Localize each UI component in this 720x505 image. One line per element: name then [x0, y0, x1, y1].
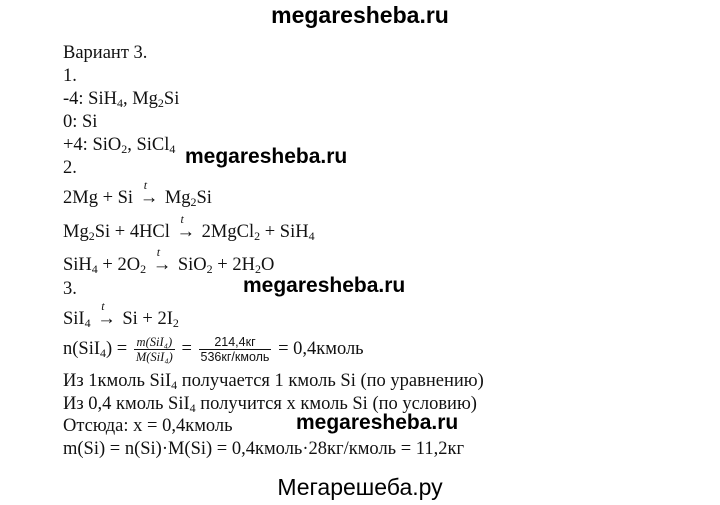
task1-line-plus4: +4: SiO$_2$, SiCl$_4$: [63, 135, 176, 156]
task3-line-mass: m(Si) = n(Si)·M(Si) = 0,4кмоль·28кг/кмоль = 11,2кг: [63, 439, 465, 459]
watermark-middle-3: megaresheba.ru: [296, 411, 459, 434]
molar-fraction: $\frac{\text{m(SiI₄)}}{\text{M(SiI₄)}}$: [135, 335, 173, 365]
task1-line-zero: 0: Si: [63, 112, 98, 132]
task1-number: 1.: [63, 66, 77, 86]
task2-reaction-1: 2Mg + Si t → $Mg_2Si$: [63, 178, 212, 209]
task3-moles-formula: n(SiI$_4$) = $\frac{\text{m(SiI₄)}}{\text{M(SiI₄)}}$ = $\frac{214,4кг}{\text{536кг/кмоль}}$ = 0,4кмоль: [63, 335, 364, 365]
task3-line-equation: Из 1кмоль SiI$_4$ получается 1 кмоль Si (по уравнению): [63, 371, 484, 392]
reaction-arrow-icon: t →: [176, 212, 196, 242]
reaction-arrow-icon: t →: [139, 178, 159, 208]
watermark-middle-1: megaresheba.ru: [185, 145, 348, 168]
reaction-arrow-icon: t →: [152, 245, 172, 275]
task3-reaction: SiI$_4$ t → $Si + 2I_2$: [63, 299, 179, 330]
watermark-top: megaresheba.ru: [271, 2, 449, 28]
task3-line-result-x: Отсюда: x = 0,4кмоль: [63, 416, 233, 436]
task3-line-condition: Из 0,4 кмоль SiI$_4$ получится x кмоль Si (по условию): [63, 394, 477, 415]
task1-line-minus4: -4: SiH$_4$, $Mg_2Si$: [63, 89, 180, 110]
task2-number: 2.: [63, 158, 77, 178]
task3-number: 3.: [63, 279, 77, 299]
task2-reaction-3: $SiH_4 + 2O_2$ t → $SiO_2 + 2H_2O$: [63, 245, 275, 276]
value-fraction: $\frac{214,4кг}{\text{536кг/кмоль}}$: [200, 335, 270, 365]
reaction-arrow-icon: t →: [97, 299, 116, 329]
watermark-bottom: Мегарешеба.ру: [277, 474, 443, 500]
watermark-middle-2: megaresheba.ru: [243, 274, 406, 297]
variant-heading: Вариант 3.: [63, 43, 148, 63]
task2-reaction-2: $Mg_2Si + 4HCl$ t → 2MgCl$_2$ + SiH$_4$: [63, 212, 315, 243]
